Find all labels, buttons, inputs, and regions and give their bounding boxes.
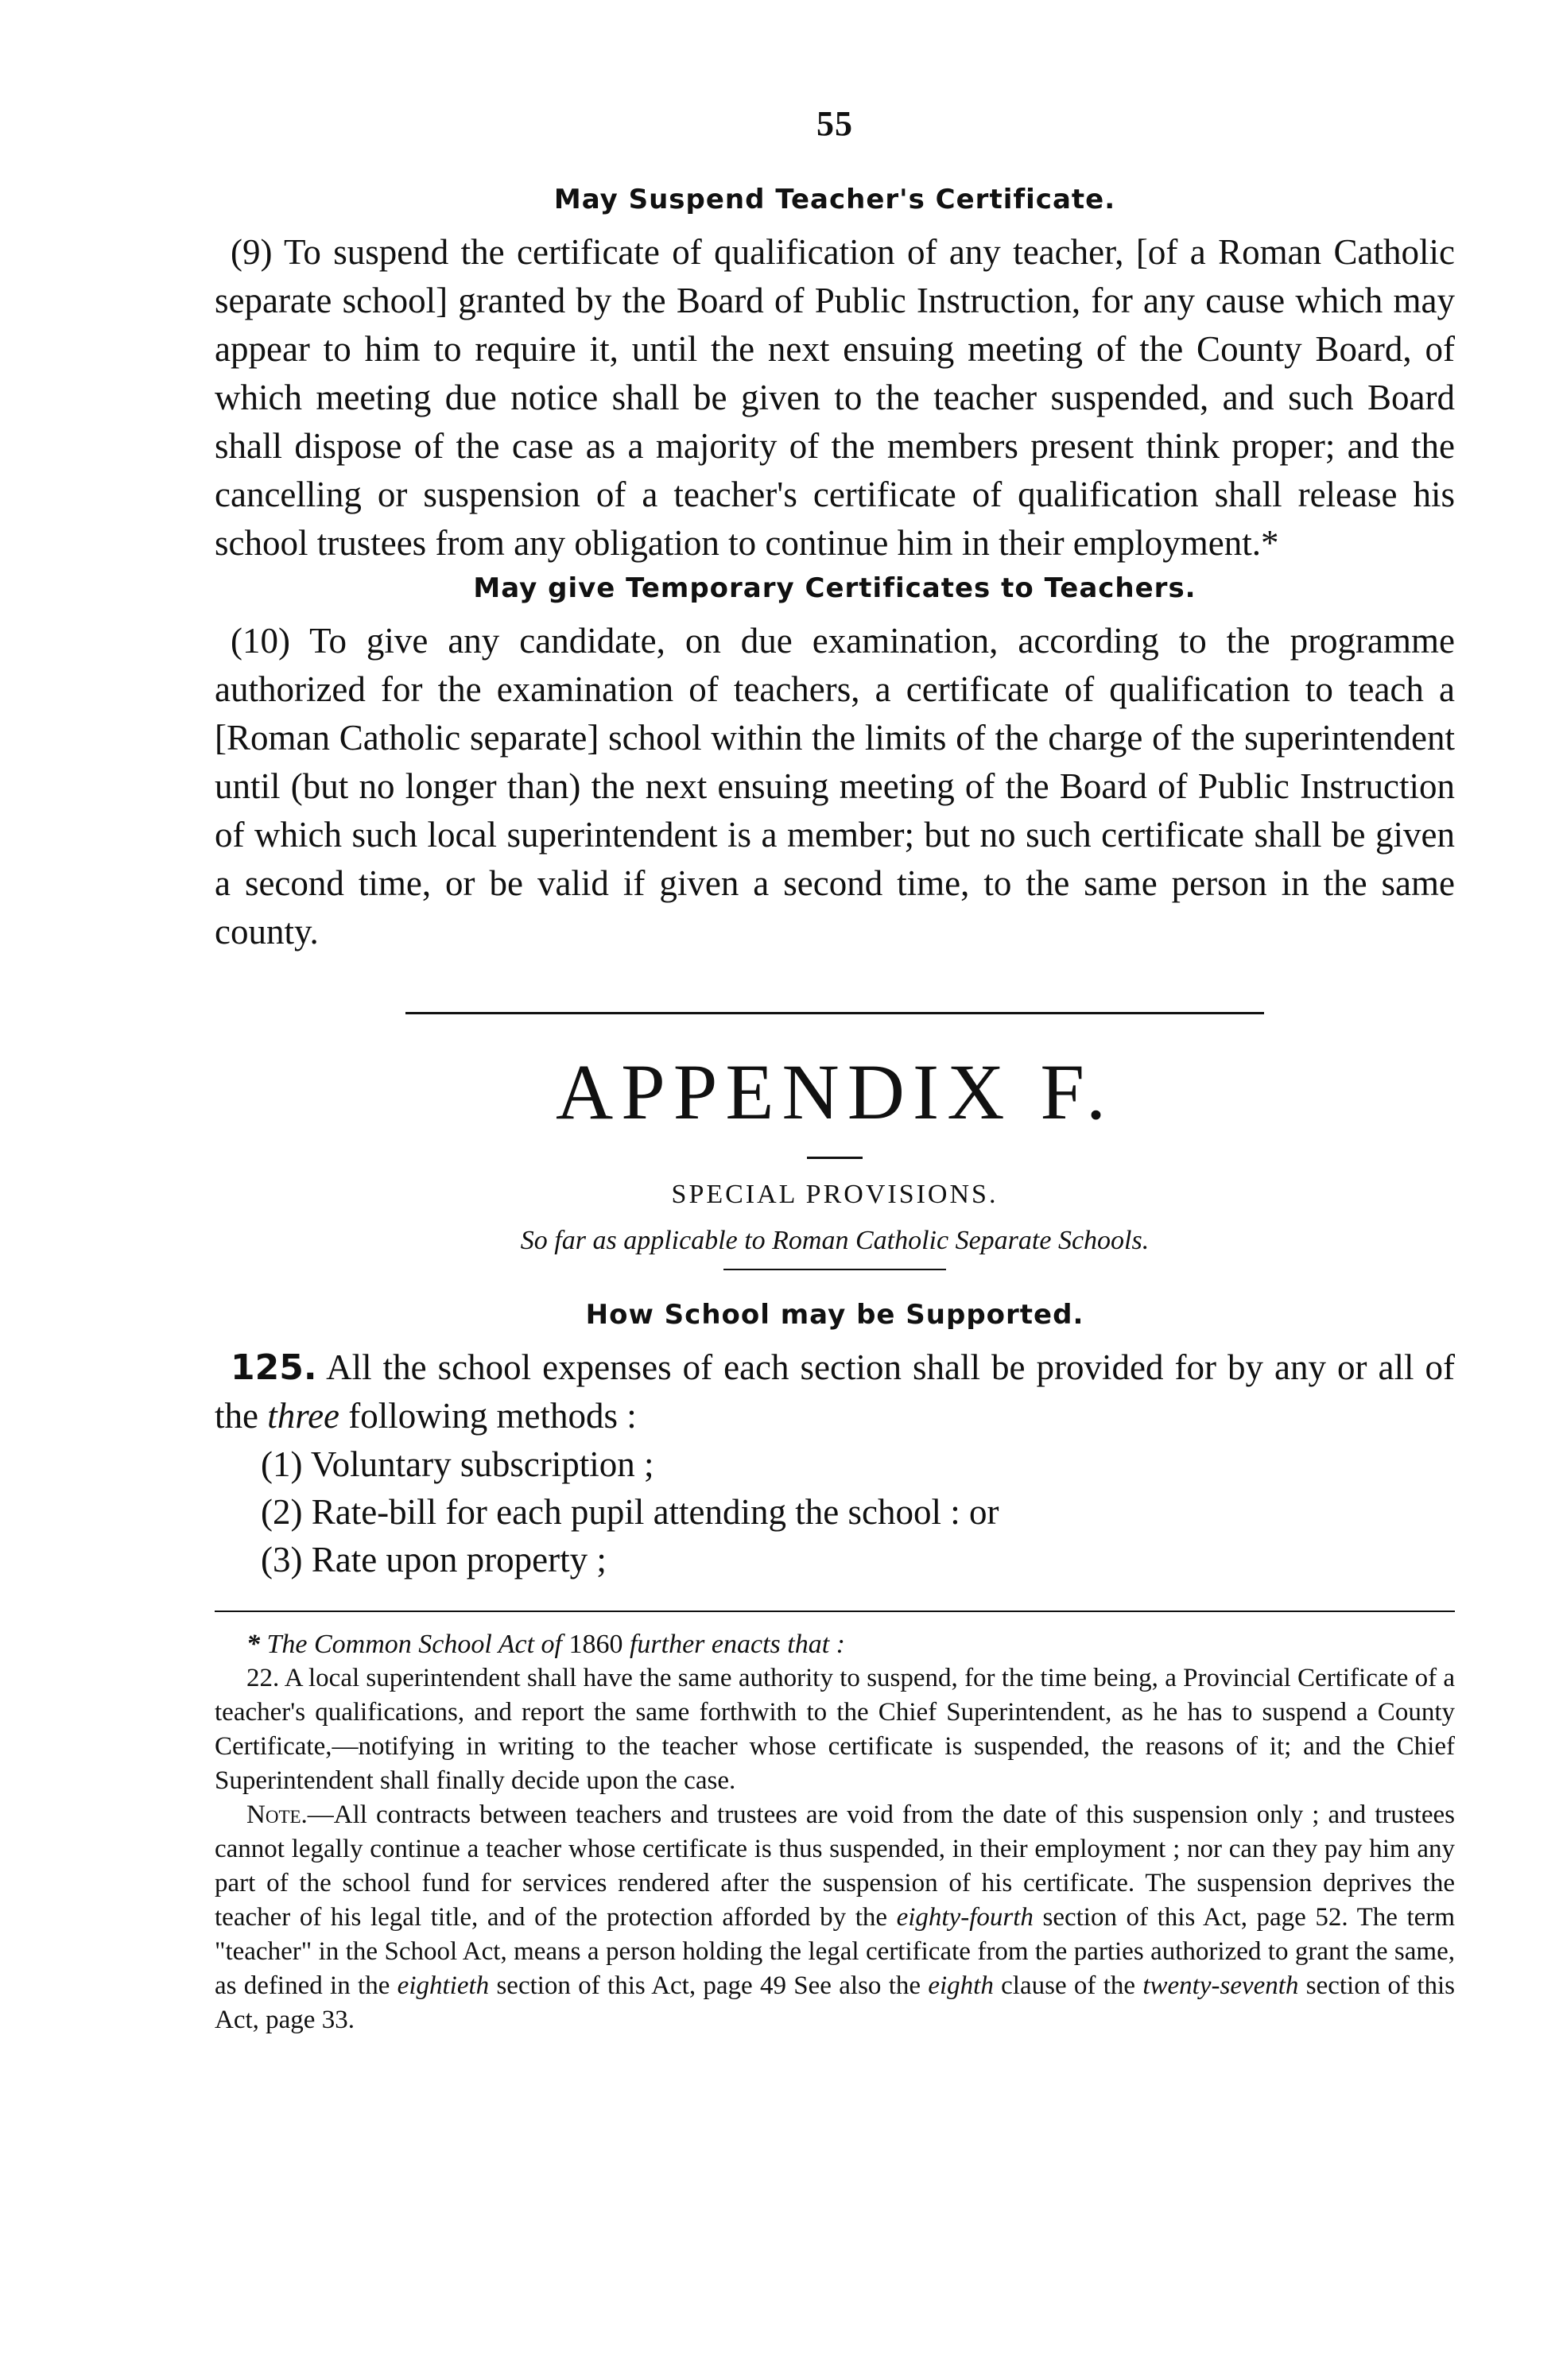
page-number: 55 xyxy=(816,104,853,143)
footnote-intro-year: 1860 xyxy=(568,1630,623,1659)
footnote-intro-b: further enacts that : xyxy=(629,1630,845,1659)
title-dash xyxy=(807,1157,863,1159)
section-125-number: 125. xyxy=(231,1347,317,1388)
note-emphasis-twenty-seventh: twenty-seventh xyxy=(1142,1971,1299,2000)
footnote-marker: * xyxy=(246,1630,260,1659)
footnote xyxy=(215,1630,1455,2037)
note-text-a: —All contracts between teachers and trustees are void from the date of this suspension only ; and trustees cannot legally continue a teacher whose certificate is thus suspended, in their employment ; nor can they pay him any part of the school fund for services rendered after the suspension of his certificate. The suspension deprives the teacher of his legal title, and of the protection afforded by the xyxy=(215,1801,1455,1932)
appendix-scope: So far as applicable to Roman Catholic Separate Schools. xyxy=(520,1226,1150,1255)
footnote-separator xyxy=(215,1611,1455,1612)
section-125 xyxy=(215,1343,1455,1440)
note-label: Note. xyxy=(246,1801,308,1829)
section-125-text-b: following methods : xyxy=(348,1396,637,1436)
footnote-intro-a: The Common School Act of xyxy=(266,1630,562,1659)
appendix-title: APPENDIX F. xyxy=(555,1048,1115,1136)
footnote-note xyxy=(215,1798,1455,2037)
method-item: (1) Voluntary subscription ; xyxy=(261,1444,654,1484)
document-page xyxy=(215,103,1455,2037)
heading-suspend-certificate: May Suspend Teacher's Certificate. xyxy=(553,184,1116,215)
paragraph-10: (10) To give any candidate, on due examination, according to the programme authorized for the examination of teachers, a certificate of qualification to teach a [Roman Catholic separate] school within the limits of the charge of the superintendent until (but no longer than) the next ensuing meeting of the Board of Public Instruction of which such local superintendent is a member; but no such certificate shall be given a second time, or be valid if given a second time, to the same person in the same county. xyxy=(215,621,1455,952)
heading-temporary-certificates: May give Temporary Certificates to Teachers. xyxy=(473,572,1196,604)
method-item: (2) Rate-bill for each pupil attending the school : or xyxy=(261,1492,999,1532)
footnote-intro xyxy=(246,1630,1455,1660)
appendix-subtitle: SPECIAL PROVISIONS. xyxy=(671,1180,999,1209)
section-divider xyxy=(405,1012,1264,1014)
heading-school-supported: How School may be Supported. xyxy=(585,1299,1084,1331)
footnote-section-22: 22. A local superintendent shall have the same authority to suspend, for the time being, a Provincial Certificate of a teacher's qualifications, and report the same forthwith to the Chief Superintendent, as he has to suspend a County Certificate,—notifying in writing to the teacher whose certificate is suspended, the reasons of it; and the Chief Superintendent shall finally decide upon the case. xyxy=(215,1664,1455,1795)
methods-list xyxy=(215,1440,1455,1583)
note-text-b: section of this Act, page 52. The term "teacher" in the School Act, means a person holding the legal certificate from the parties authorized to grant the same, as defined in the xyxy=(215,1903,1455,2000)
note-text-d: clause of the xyxy=(1001,1971,1136,2000)
note-emphasis-eightieth: eightieth xyxy=(397,1971,490,2000)
method-item: (3) Rate upon property ; xyxy=(261,1540,607,1580)
paragraph-9: (9) To suspend the certificate of qualification of any teacher, [of a Roman Catholic separate school] granted by the Board of Public Instruction, for any cause which may appear to him to require it, until the next ensuing meeting of the County Board, of which meeting due notice shall be given to the teacher suspended, and such Board shall dispose of the case as a majority of the members present think proper; and the cancelling or suspension of a teacher's certificate of qualification shall release his school trustees from any obligation to continue him in their employment.* xyxy=(215,232,1455,563)
note-emphasis-eighth: eighth xyxy=(928,1971,994,2000)
note-text-c: section of this Act, page 49 See also the xyxy=(496,1971,921,2000)
section-125-emphasis: three xyxy=(267,1396,340,1436)
note-text-e: section of this Act, page 33. xyxy=(215,1971,1456,2034)
note-emphasis-eighty-fourth: eighty-fourth xyxy=(896,1903,1034,1932)
short-divider xyxy=(723,1269,946,1270)
section-125-text-a: All the school expenses of each section shall be provided for by any or all of the xyxy=(215,1347,1455,1436)
